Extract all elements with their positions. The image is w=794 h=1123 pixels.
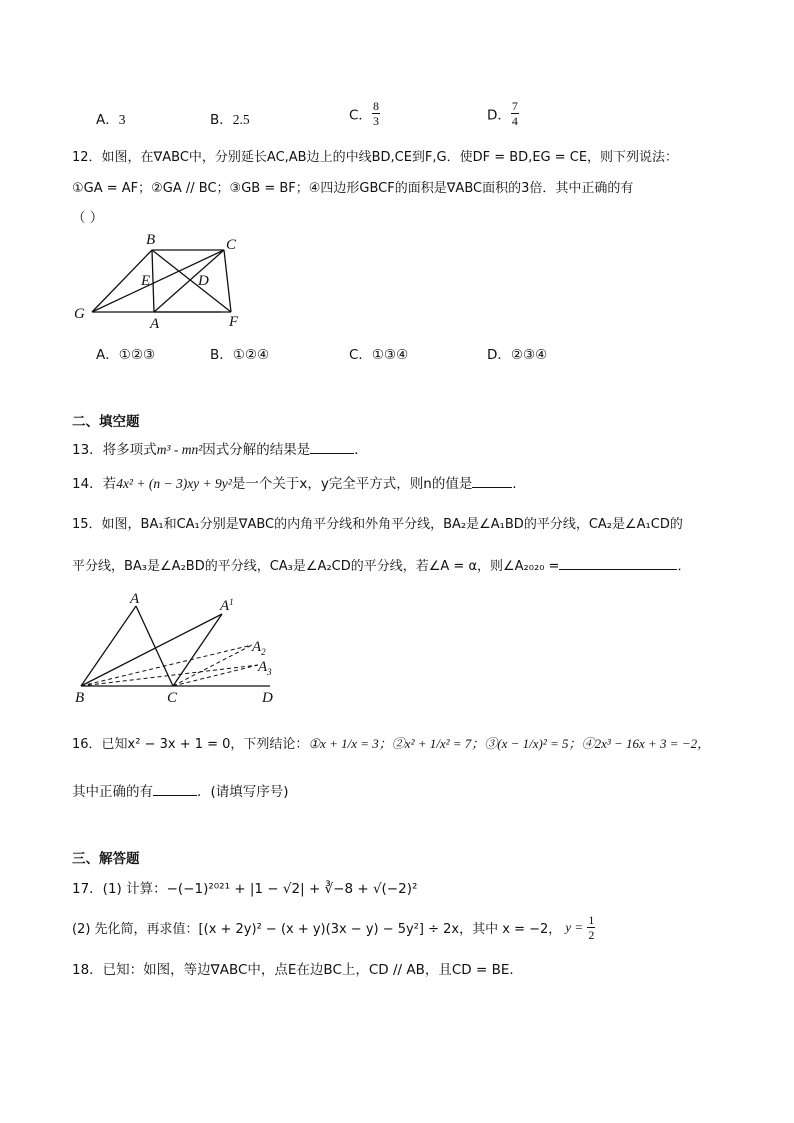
label-d: D: [262, 690, 273, 706]
q17-part1: 17．(1) 计算：−(−1)²⁰²¹ + |1 − √2| + ∛−8 + √(−2)²: [72, 881, 418, 897]
label-e: E: [141, 273, 151, 289]
label-a: A: [150, 316, 160, 332]
label-a1: $A^1$: [220, 597, 234, 614]
label-a3: $A_3$: [258, 659, 272, 677]
q11-option-c: C． $\frac{8}{3}$: [349, 99, 379, 128]
label-a: A: [130, 591, 140, 607]
q16-answer-blank: [153, 783, 197, 796]
q12-option-c: C．①③④: [349, 347, 409, 363]
label-c: C: [226, 237, 237, 253]
label-g: G: [74, 306, 85, 322]
q17-part2: (2) 先化简，再求值：[(x + 2y)² − (x + y)(3x − y) − 5y²] ÷ 2x，其中 x = −2， y = $\frac{1}{2}$: [72, 913, 595, 942]
q13-answer-blank: [310, 441, 354, 454]
q12-option-d: D．②③④: [487, 347, 548, 363]
q12-option-a: A．①②③: [96, 347, 156, 363]
q14-answer-blank: [472, 475, 512, 488]
label-d: D: [198, 273, 209, 289]
line-ca2: [173, 645, 252, 686]
section-solve-title: 三、解答题: [72, 851, 140, 867]
q12-stem-line2: ①GA = AF；②GA // BC；③GB = BF；④四边形GBCF的面积是∇ABC面积的3倍．其中正确的有: [72, 181, 634, 196]
label-f: F: [229, 314, 239, 330]
q13: 13．将多项式m³ - mn²因式分解的结果是 ．: [72, 442, 368, 458]
line-ba1: [81, 614, 222, 686]
line-cf: [224, 250, 231, 312]
q11-option-d: D． $\frac{7}{4}$: [487, 99, 518, 128]
q15-line2: 平分线，BA₃是∠A₂BD的平分线，CA₃是∠A₂CD的平分线，若∠A = α，则∠A₂₀₂₀ = ．: [72, 559, 691, 574]
line-ba: [152, 250, 154, 312]
q16-line1: 16．已知x² − 3x + 1 = 0，下列结论：①x + 1/x = 3；②x² + 1/x² = 7；③(x − 1/x)² = 5；④2x³ − 16x + 3 = −2，: [72, 736, 711, 752]
q14: 14．若4x² + (n − 3)xy + 9y²是一个关于x，y完全平方式，则n的值是 ．: [72, 476, 526, 492]
section-fill-in-title: 二、填空题: [72, 414, 140, 430]
q12-stem-line1: 12．如图，在∇ABC中，分别延长AC,AB边上的中线BD,CE到F,G．使DF = BD,EG = CE，则下列说法：: [72, 150, 679, 165]
q11-option-b: B．2.5: [210, 112, 250, 128]
label-c: C: [167, 690, 178, 706]
label-a2: $A_2$: [252, 639, 266, 657]
q15-figure: [72, 588, 282, 708]
label-b: B: [146, 232, 156, 248]
line-ba: [81, 606, 136, 686]
q16-line2: 其中正确的有 ．(请填写序号): [72, 784, 289, 800]
q15-line1: 15．如图，BA₁和CA₁分别是∇ABC的内角平分线和外角平分线，BA₂是∠A₁BD的平分线，CA₂是∠A₁CD的: [72, 517, 683, 532]
q18: 18．已知：如图，等边∇ABC中，点E在边BC上，CD // AB，且CD = BE．: [72, 962, 523, 978]
q12-figure: [66, 228, 256, 336]
line-ac: [136, 606, 173, 686]
q11-option-a: A．3: [96, 112, 126, 128]
q12-stem-line3: （ ）: [72, 210, 104, 226]
line-ba2: [81, 645, 252, 686]
label-b: B: [75, 690, 85, 706]
q12-option-b: B．①②④: [210, 347, 270, 363]
q15-answer-blank: [559, 557, 677, 570]
line-ba3: [81, 665, 258, 686]
